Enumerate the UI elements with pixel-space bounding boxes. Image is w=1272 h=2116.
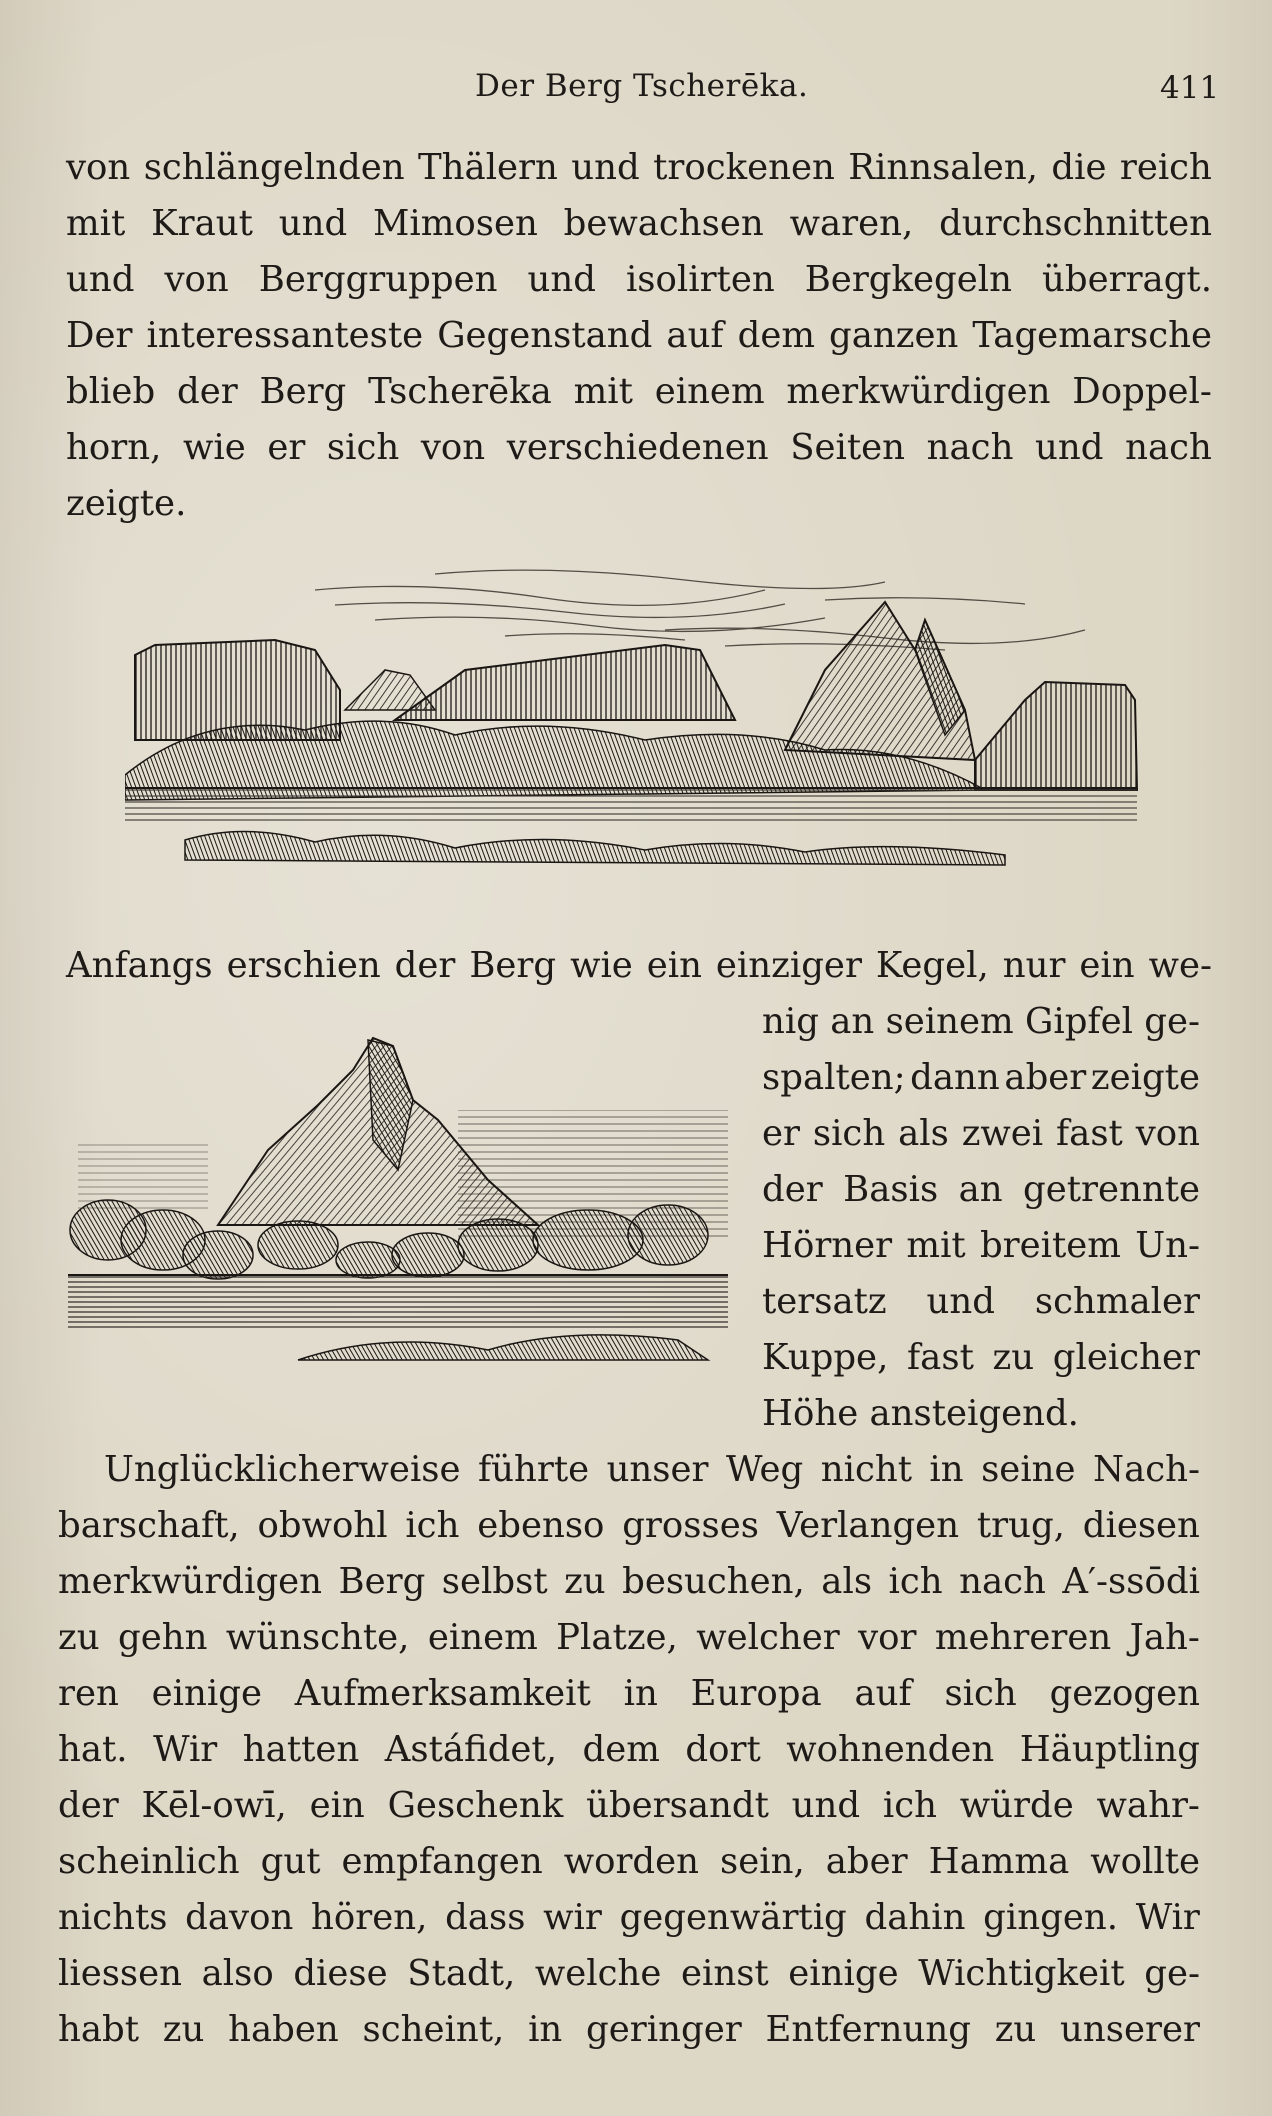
word: Berggruppen <box>258 259 498 300</box>
text-line: Höhe ansteigend. <box>762 1393 1079 1434</box>
word: würde <box>959 1785 1074 1826</box>
word: Hörner <box>762 1225 893 1266</box>
word: durchschnitten <box>939 203 1212 244</box>
text-line <box>58 1505 1200 1546</box>
word: nig <box>762 1001 819 1042</box>
text-line <box>66 427 1212 468</box>
word: besuchen, <box>622 1561 805 1602</box>
word: und <box>66 259 135 300</box>
word: gingen. <box>983 1897 1118 1938</box>
word: als <box>821 1561 873 1602</box>
word: Unglücklicherweise <box>104 1449 461 1490</box>
word: von <box>420 427 486 468</box>
running-title: Der Berg Tscherēka. <box>475 68 809 104</box>
word: auf <box>854 1673 912 1714</box>
word: zu <box>992 1337 1035 1378</box>
word: in <box>528 2009 563 2050</box>
word: grosses <box>622 1505 759 1546</box>
word: ein <box>646 945 702 986</box>
word: nach <box>926 427 1014 468</box>
word: schmaler <box>1034 1281 1200 1322</box>
word: ein <box>1079 945 1135 986</box>
word: Nach- <box>1093 1449 1200 1490</box>
text-line <box>104 1449 1200 1490</box>
word: Rinnsalen, <box>848 147 1038 188</box>
word: an <box>958 1169 1003 1210</box>
text-line <box>58 1841 1200 1882</box>
word: wie <box>570 945 633 986</box>
word: zu <box>994 2009 1037 2050</box>
word: sich <box>812 1113 886 1154</box>
word: wollte <box>1090 1841 1200 1882</box>
word: gehn <box>117 1617 208 1658</box>
word: nichts <box>58 1897 168 1938</box>
word: waren, <box>789 203 914 244</box>
word: fast <box>1056 1113 1123 1154</box>
word: wie <box>182 427 246 468</box>
page-number: 411 <box>1160 70 1220 106</box>
word: diesen <box>1082 1505 1200 1546</box>
word: Doppel- <box>1072 371 1212 412</box>
word: mit <box>906 1225 966 1266</box>
word: habt <box>58 2009 140 2050</box>
text-line <box>66 147 1212 188</box>
word: sich <box>326 427 400 468</box>
word: barschaft, <box>58 1505 240 1546</box>
word: hatten <box>242 1729 360 1770</box>
word: dahin <box>864 1897 966 1938</box>
word: selbst <box>441 1561 548 1602</box>
word: einem <box>654 371 765 412</box>
word: Seiten <box>790 427 906 468</box>
word: Kēl-owī, <box>141 1785 287 1826</box>
word: zu <box>162 2009 205 2050</box>
word: der <box>394 945 456 986</box>
word: we- <box>1148 945 1212 986</box>
word: sein, <box>720 1841 805 1882</box>
word: ren <box>58 1673 119 1714</box>
word: A′-ssōdi <box>1062 1561 1200 1602</box>
word: wohnenden <box>786 1729 995 1770</box>
word: welcher <box>696 1617 840 1658</box>
word: Wir <box>153 1729 218 1770</box>
word: Geschenk <box>387 1785 564 1826</box>
word: reich <box>1119 147 1212 188</box>
word: überragt. <box>1042 259 1212 300</box>
word: zu <box>58 1617 100 1658</box>
word: Thälern <box>417 147 558 188</box>
word: und <box>926 1281 995 1322</box>
word: ebenso <box>477 1505 605 1546</box>
word: einem <box>427 1617 538 1658</box>
word: aber <box>1004 1057 1087 1098</box>
word: Tscherēka <box>368 371 552 412</box>
word: die <box>1051 147 1107 188</box>
word: merkwürdigen <box>58 1561 323 1602</box>
word: sich <box>944 1673 1017 1714</box>
word: Hamma <box>928 1841 1070 1882</box>
text-line <box>762 1113 1200 1154</box>
text-line <box>58 1673 1200 1714</box>
word: Jah- <box>1129 1617 1200 1658</box>
word: nach <box>1125 427 1212 468</box>
word: und <box>278 203 348 244</box>
word: Wir <box>1135 1897 1200 1938</box>
word: interessanteste <box>146 315 424 356</box>
word: dem <box>737 315 815 356</box>
word: welche <box>534 1953 662 1994</box>
word: mehreren <box>934 1617 1112 1658</box>
text-line <box>58 1561 1200 1602</box>
word: vor <box>858 1617 917 1658</box>
word: unser <box>606 1449 709 1490</box>
word: Un- <box>1135 1225 1200 1266</box>
word: seinem <box>885 1001 1014 1042</box>
word: hat. <box>58 1729 128 1770</box>
word: Bergkegeln <box>804 259 1012 300</box>
word: und <box>791 1785 861 1826</box>
word: zwei <box>961 1113 1044 1154</box>
text-line <box>762 1337 1200 1378</box>
word: der <box>176 371 238 412</box>
word: isolirten <box>625 259 775 300</box>
word: merkwürdigen <box>786 371 1051 412</box>
text-line <box>66 259 1212 300</box>
word: schlängelnden <box>143 147 405 188</box>
word: spalten; <box>762 1057 906 1098</box>
word: Gipfel <box>1025 1001 1133 1042</box>
word: Platze, <box>556 1617 678 1658</box>
word: in <box>623 1673 658 1714</box>
word: einziger <box>715 945 862 986</box>
word: nach <box>959 1561 1046 1602</box>
word: liessen <box>58 1953 183 1994</box>
word: fast <box>907 1337 974 1378</box>
word: empfangen <box>341 1841 543 1882</box>
word: Berg <box>338 1561 426 1602</box>
text-line <box>762 1057 1200 1098</box>
word: von <box>164 259 229 300</box>
word: und <box>1035 427 1104 468</box>
word: Stadt, <box>407 1953 516 1994</box>
word: einst <box>680 1953 769 1994</box>
word: ich <box>888 1561 943 1602</box>
word: Der <box>66 315 133 356</box>
word: nur <box>1002 945 1066 986</box>
word: aber <box>825 1841 908 1882</box>
mountain-panorama-engraving <box>125 560 1145 900</box>
word: wahr- <box>1096 1785 1200 1826</box>
word: Kraut <box>151 203 253 244</box>
word: Kuppe, <box>762 1337 889 1378</box>
word: von <box>1135 1113 1200 1154</box>
word: ich <box>882 1785 938 1826</box>
word: ich <box>405 1505 460 1546</box>
word: breitem <box>979 1225 1121 1266</box>
word: diese <box>293 1953 388 1994</box>
word: wir <box>543 1897 602 1938</box>
word: Weg <box>725 1449 804 1490</box>
word: Berg <box>469 945 557 986</box>
word: zeigte <box>1090 1057 1200 1098</box>
text-line <box>58 1617 1200 1658</box>
word: an <box>830 1001 875 1042</box>
word: auf <box>666 315 724 356</box>
word: also <box>201 1953 274 1994</box>
word: Berg <box>259 371 347 412</box>
word: als <box>898 1113 949 1154</box>
word: mit <box>66 203 126 244</box>
word: Europa <box>690 1673 822 1714</box>
word: geringer <box>586 2009 742 2050</box>
word: tersatz <box>762 1281 887 1322</box>
word: dort <box>685 1729 761 1770</box>
word: Astáfidet, <box>384 1729 557 1770</box>
word: haben <box>228 2009 339 2050</box>
text-line <box>66 315 1212 356</box>
word: führte <box>477 1449 590 1490</box>
word: dann <box>910 1057 1000 1098</box>
word: Anfangs <box>66 945 213 986</box>
word: Tagemarsche <box>972 315 1212 356</box>
word: dass <box>445 1897 526 1938</box>
word: ganzen <box>829 315 959 356</box>
word: gezogen <box>1049 1673 1200 1714</box>
word: ge- <box>1144 1001 1200 1042</box>
text-line <box>762 1169 1200 1210</box>
text-line <box>58 1953 1200 1994</box>
text-line <box>762 1001 1200 1042</box>
text-line <box>66 371 1212 412</box>
word: und <box>571 147 640 188</box>
word: von <box>66 147 131 188</box>
page-header <box>0 68 1272 118</box>
text-line <box>762 1225 1200 1266</box>
word: obwohl <box>257 1505 388 1546</box>
word: er <box>267 427 306 468</box>
word: davon <box>185 1897 294 1938</box>
word: Kegel, <box>875 945 989 986</box>
word: Basis <box>843 1169 939 1210</box>
word: gleicher <box>1052 1337 1200 1378</box>
text-line: zeigte. <box>66 483 187 524</box>
word: ein <box>309 1785 365 1826</box>
word: Gegenstand <box>437 315 653 356</box>
word: Aufmerksamkeit <box>294 1673 591 1714</box>
word: scheinlich <box>58 1841 240 1882</box>
word: blieb <box>66 371 156 412</box>
word: unserer <box>1060 2009 1200 2050</box>
word: mit <box>573 371 633 412</box>
double-peak-mountain-engraving <box>68 1030 738 1400</box>
word: hören, <box>311 1897 428 1938</box>
word: trug, <box>976 1505 1065 1546</box>
text-line <box>58 1729 1200 1770</box>
word: er <box>762 1113 800 1154</box>
word: Mimosen <box>372 203 538 244</box>
text-line <box>58 2009 1200 2050</box>
word: der <box>762 1169 823 1210</box>
word: getrennte <box>1023 1169 1200 1210</box>
word: der <box>58 1785 119 1826</box>
word: Entfernung <box>765 2009 971 2050</box>
word: in <box>929 1449 964 1490</box>
word: und <box>527 259 596 300</box>
word: nicht <box>820 1449 912 1490</box>
word: verschiedenen <box>506 427 769 468</box>
word: wünschte, <box>225 1617 410 1658</box>
word: Verlangen <box>776 1505 960 1546</box>
word: dem <box>582 1729 660 1770</box>
word: erschien <box>226 945 381 986</box>
text-line <box>58 1897 1200 1938</box>
word: zu <box>564 1561 606 1602</box>
word: horn, <box>66 427 162 468</box>
word: Wichtigkeit <box>918 1953 1125 1994</box>
word: gegenwärtig <box>619 1897 847 1938</box>
word: einige <box>788 1953 899 1994</box>
word: ge- <box>1144 1953 1200 1994</box>
word: Häuptling <box>1019 1729 1200 1770</box>
word: gut <box>260 1841 321 1882</box>
word: bewachsen <box>563 203 764 244</box>
word: scheint, <box>362 2009 505 2050</box>
text-line <box>762 1281 1200 1322</box>
text-line <box>66 203 1212 244</box>
text-line <box>66 945 1212 986</box>
word: seine <box>981 1449 1076 1490</box>
text-line <box>58 1785 1200 1826</box>
word: übersandt <box>586 1785 769 1826</box>
word: worden <box>563 1841 700 1882</box>
word: einige <box>151 1673 262 1714</box>
word: trockenen <box>653 147 835 188</box>
